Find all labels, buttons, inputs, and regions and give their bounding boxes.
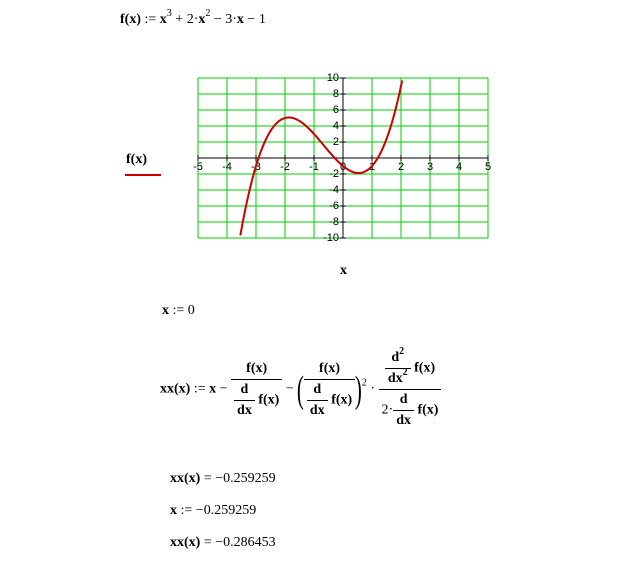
- x-tick-label: 3: [426, 161, 434, 174]
- assign-x-updated[interactable]: x := −0.259259: [170, 503, 257, 518]
- x-tick-label: 4: [455, 161, 463, 174]
- y-tick-label: -10: [323, 231, 339, 244]
- result-xx-first[interactable]: xx(x) = −0.259259: [170, 471, 276, 486]
- plot-axes: [198, 78, 488, 238]
- xx-definition[interactable]: xx(x) := x − f(x) $\frac{d}{dx}$ f(x) − ( f(x) $\frac{d}{dx}$ f(x) )$^2$ · $\frac{d^2}{dx^2}$ f(x) 2· $\frac{d}{dx}$ f(x): [160, 350, 441, 429]
- fraction-f-over-df: f(x) $\frac{d}{dx}$ f(x): [231, 361, 282, 419]
- f-lhs: f(x): [120, 12, 141, 27]
- x-tick-label: 1: [368, 161, 376, 174]
- plot-y-label: f(x): [126, 152, 147, 167]
- legend-line-red: [125, 174, 161, 176]
- y-tick-label: 4: [332, 119, 339, 132]
- y-tick-label: 6: [332, 103, 339, 116]
- assign-operator: :=: [144, 12, 157, 27]
- plot-region[interactable]: [120, 70, 500, 280]
- y-tick-label: -2: [329, 167, 339, 180]
- x-tick-label: 2: [397, 161, 405, 174]
- x-tick-labels: [193, 161, 491, 173]
- paren-open: (: [297, 368, 305, 411]
- x-tick-label: -5: [193, 161, 203, 174]
- y-tick-label: -6: [329, 199, 339, 212]
- x-tick-label: -1: [309, 161, 319, 174]
- fraction-d2f-over-2df: $\frac{d^2}{dx^2}$ f(x) 2· $\frac{d}{dx}$ f(x): [379, 350, 442, 429]
- x-tick-label: -2: [280, 161, 290, 174]
- x-tick-label: -4: [222, 161, 232, 174]
- plot-canvas: [190, 70, 490, 245]
- plot-x-label: x: [340, 263, 347, 278]
- y-tick-label: 2: [332, 135, 339, 148]
- paren-close: ): [355, 368, 362, 411]
- function-definition[interactable]: f(x) := $x^3 + 2\cdot x^2 - 3\cdot x - 1$: [120, 8, 266, 27]
- square-exponent: 2: [361, 377, 367, 389]
- fraction-f-over-df-squared: f(x) $\frac{d}{dx}$ f(x): [304, 361, 355, 419]
- x-tick-label: 0: [339, 161, 347, 174]
- x-tick-label: 5: [484, 161, 492, 174]
- assign-x-initial[interactable]: x := 0: [162, 303, 195, 318]
- result-xx-second[interactable]: xx(x) = −0.286453: [170, 535, 276, 550]
- y-tick-label: 10: [326, 71, 339, 84]
- y-tick-label: -4: [329, 183, 339, 196]
- x-tick-label: -3: [251, 161, 261, 174]
- y-tick-label: 8: [332, 87, 339, 100]
- y-tick-label: -8: [329, 215, 339, 228]
